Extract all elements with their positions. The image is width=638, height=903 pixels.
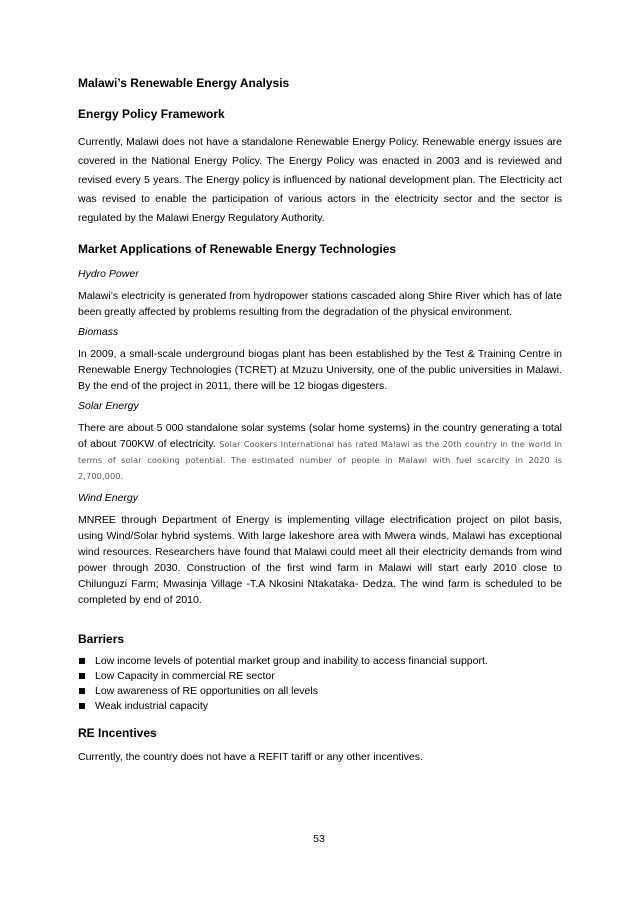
solar-text: There are about 5 000 standalone solar systems (solar home systems) in the country generating a total of about 700KW of electricity.: [78, 422, 562, 450]
square-bullet-icon: [79, 658, 85, 664]
document-page: [78, 76, 562, 767]
list-item: Weak industrial capacity: [78, 699, 562, 714]
incentives-heading: RE Incentives: [78, 726, 157, 740]
barriers-heading: Barriers: [78, 632, 125, 646]
square-bullet-icon: [79, 703, 85, 709]
hydro-paragraph: Malawi’s electricity is generated from hydropower stations cascaded along Shire River which has of late been greatly affected by problems resulting from the degradation of the physical environment.: [78, 290, 562, 318]
barriers-list: [78, 654, 562, 714]
solar-paragraph: [78, 420, 562, 484]
market-heading: Market Applications of Renewable Energy Technologies: [78, 242, 397, 256]
policy-paragraph: Currently, Malawi does not have a standalone Renewable Energy Policy. Renewable energy issues are covered in the National Energy Policy. The Energy Policy was enacted in 2003 and is reviewed and revised every 5 years. The Energy policy is influenced by national development plan. The Electricity act was revised to enable the participation of various actors in the electricity sector and the sector is regulated by the Malawi Energy Regulatory Authority.: [78, 136, 562, 224]
list-item: Low income levels of potential market group and inability to access financial support.: [78, 654, 562, 669]
list-item: Low awareness of RE opportunities on all levels: [78, 684, 562, 699]
wind-subheading: Wind Energy: [78, 492, 139, 504]
policy-heading: Energy Policy Framework: [78, 107, 225, 121]
document-title: Malawi’s Renewable Energy Analysis: [78, 76, 290, 90]
wind-paragraph: MNREE through Department of Energy is implementing village electrification project on pilot basis, using Wind/Solar hybrid systems. With large lakeshore area with Mwera winds, Malawi has exceptional wind resources. Researchers have found that Malawi could meet all their electricity demands from wind power through 2030. Construction of the first wind farm in Malawi will start early 2010 close to Chilunguzi Farm; Mwasinja Village -T.A Nkosini Ntakataka- Dedza. The wind farm is scheduled to be completed by end of 2010.: [78, 514, 562, 606]
list-item: Low Capacity in commercial RE sector: [78, 669, 562, 684]
biomass-paragraph: In 2009, a small-scale underground biogas plant has been established by the Test & Training Centre in Renewable Energy Technologies (TCRET) at Mzuzu University, one of the public universities in Malawi. By the end of the project in 2011, there will be 12 biogas digesters.: [78, 348, 562, 392]
hydro-subheading: Hydro Power: [78, 268, 139, 280]
square-bullet-icon: [79, 688, 85, 694]
solar-note: Solar Cookers International has rated Malawi as the 20th country in the world in terms of solar cooking potential. The estimated number of people in Malawi with fuel scarcity in 2020 is 2,700,000.: [78, 439, 562, 481]
square-bullet-icon: [79, 673, 85, 679]
page-number: 53: [313, 833, 325, 845]
solar-subheading: Solar Energy: [78, 400, 139, 412]
biomass-subheading: Biomass: [78, 326, 119, 338]
incentives-paragraph: Currently, the country does not have a REFIT tariff or any other incentives.: [78, 751, 423, 763]
